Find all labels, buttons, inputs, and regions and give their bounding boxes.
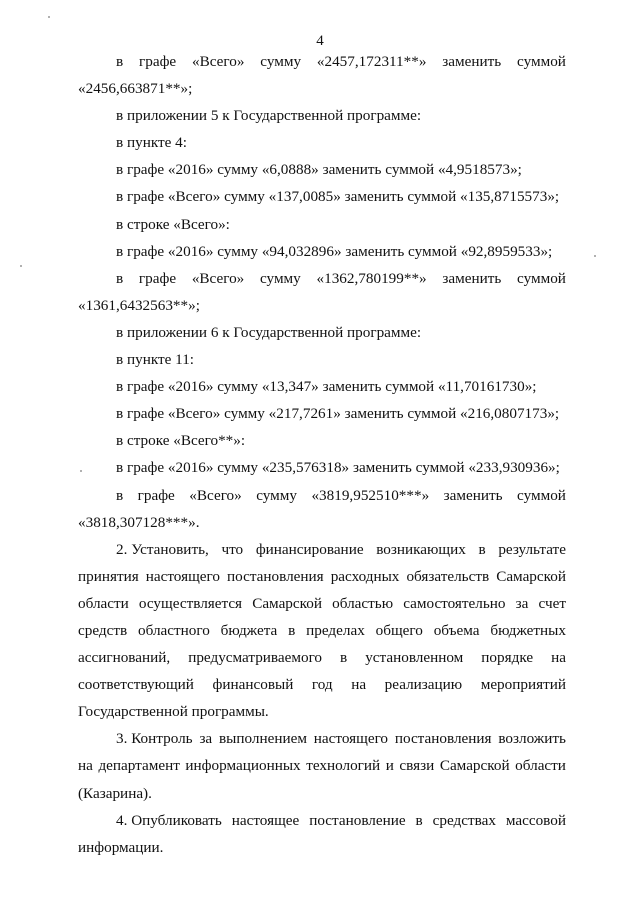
word: постановление (309, 811, 406, 829)
text-line: Государственной программы. (78, 703, 269, 721)
word: «3819,952510***» (311, 486, 430, 504)
scan-speck (80, 470, 82, 472)
word: заменить (442, 269, 502, 287)
word: связи (399, 757, 435, 775)
word: на (551, 649, 566, 667)
text-line (78, 752, 566, 779)
word: бюджета (220, 621, 278, 639)
word: принятия (78, 567, 139, 585)
word: в (478, 540, 486, 558)
word: 4. Опубликовать (116, 811, 222, 829)
scan-speck (20, 265, 22, 267)
word: год (311, 676, 333, 694)
word: реализацию (384, 676, 463, 694)
text-line: «3818,307128***». (78, 513, 200, 531)
word: результате (498, 540, 566, 558)
text-line: в пункте 4: (116, 134, 187, 152)
document-body (78, 48, 566, 861)
word: «Всего» (191, 269, 245, 287)
word: 3. Контроль (116, 730, 193, 748)
text-line: в графе «2016» сумму «13,347» заменить суммой «11,70161730»; (116, 378, 537, 396)
word: бюджетных (490, 621, 566, 639)
word: области (515, 757, 566, 775)
word: порядке (481, 649, 534, 667)
word: сумму (260, 269, 301, 287)
word: за (515, 594, 529, 612)
text-line (78, 617, 566, 644)
scan-speck (594, 255, 596, 257)
text-line: в приложении 5 к Государственной программе: (116, 107, 422, 125)
word: объема (433, 621, 480, 639)
word: настоящее (231, 811, 300, 829)
text-line: в графе «2016» сумму «235,576318» заменить суммой «233,930936»; (116, 459, 560, 477)
word: выполнением (219, 730, 307, 748)
word: департамент (98, 757, 180, 775)
text-line (78, 536, 566, 563)
text-line: в пункте 11: (116, 351, 195, 369)
word: пределах (306, 621, 365, 639)
word: расходных (330, 567, 400, 585)
text-line (78, 590, 566, 617)
text-line: «1361,6432563**»; (78, 296, 200, 314)
word: информационных (185, 757, 301, 775)
text-line: в приложении 6 к Государственной программе: (116, 323, 422, 341)
text-line: «2456,663871**»; (78, 80, 193, 98)
word: областного (138, 621, 210, 639)
text-line: в строке «Всего**»: (116, 432, 246, 450)
text-line: в графе «2016» сумму «6,0888» заменить суммой «4,9518573»; (116, 161, 522, 179)
word: соответствующий (78, 676, 194, 694)
text-line (78, 671, 566, 698)
word: и (385, 757, 394, 775)
word: Самарской (252, 594, 322, 612)
word: средствах (432, 811, 496, 829)
word: «1362,780199**» (316, 269, 427, 287)
word: заменить (443, 486, 503, 504)
word: на (351, 676, 367, 694)
text-line: в графе «Всего» сумму «137,0085» заменить суммой «135,8715573»; (116, 188, 560, 206)
word: настоящего (145, 567, 220, 585)
word: обязательств (406, 567, 490, 585)
word: «Всего» (189, 486, 242, 504)
word: осуществляется (138, 594, 243, 612)
word: в (116, 53, 124, 70)
scan-speck (48, 16, 50, 18)
word: ассигнований, (78, 649, 171, 667)
word: финансовый (212, 676, 294, 694)
word: суммой (517, 486, 566, 504)
text-line (78, 265, 566, 292)
word: счет (538, 594, 566, 612)
word: массовой (505, 811, 566, 829)
word: 2. Установить, (116, 540, 209, 558)
word: самостоятельно (403, 594, 506, 612)
word: «2457,172311**» (316, 53, 427, 70)
word: возникающих (376, 540, 466, 558)
text-line: информации. (78, 838, 164, 856)
word: в (116, 486, 124, 504)
word: сумму (256, 486, 297, 504)
text-line (78, 644, 566, 671)
text-line: (Казарина). (78, 784, 152, 802)
word: области (78, 594, 129, 612)
word: общего (375, 621, 423, 639)
word: возложить (498, 730, 566, 748)
text-line: в графе «2016» сумму «94,032896» заменить суммой «92,8959533»; (116, 242, 553, 260)
word: на (78, 757, 93, 775)
text-line: в графе «Всего» сумму «217,7261» заменить суммой «216,0807173»; (116, 405, 560, 423)
word: заменить (442, 53, 502, 70)
word: в (116, 269, 124, 287)
word: установленном (365, 649, 464, 667)
word: сумму (260, 53, 302, 70)
word: в (340, 649, 348, 667)
word: Самарской (439, 757, 510, 775)
word: технологий (306, 757, 381, 775)
text-line (78, 807, 566, 834)
word: в (288, 621, 296, 639)
word: графе (137, 486, 175, 504)
word: настоящего (313, 730, 389, 748)
word: графе (138, 269, 177, 287)
word: что (221, 540, 244, 558)
word: суммой (517, 53, 566, 70)
word: графе (139, 53, 177, 70)
word: финансирование (255, 540, 364, 558)
word: средств (78, 621, 128, 639)
text-line (78, 48, 566, 75)
word: «Всего» (192, 53, 245, 70)
word: за (199, 730, 213, 748)
word: предусматриваемого (188, 649, 323, 667)
word: мероприятий (480, 676, 566, 694)
page-number: 4 (316, 33, 324, 49)
text-line: в строке «Всего»: (116, 215, 230, 233)
word: Самарской (496, 567, 566, 585)
word: в (415, 811, 423, 829)
text-line (78, 725, 566, 752)
word: постановления (227, 567, 324, 585)
word: постановления (394, 730, 492, 748)
text-line (78, 563, 566, 590)
text-line (78, 482, 566, 509)
word: областью (332, 594, 394, 612)
word: суммой (517, 269, 566, 287)
